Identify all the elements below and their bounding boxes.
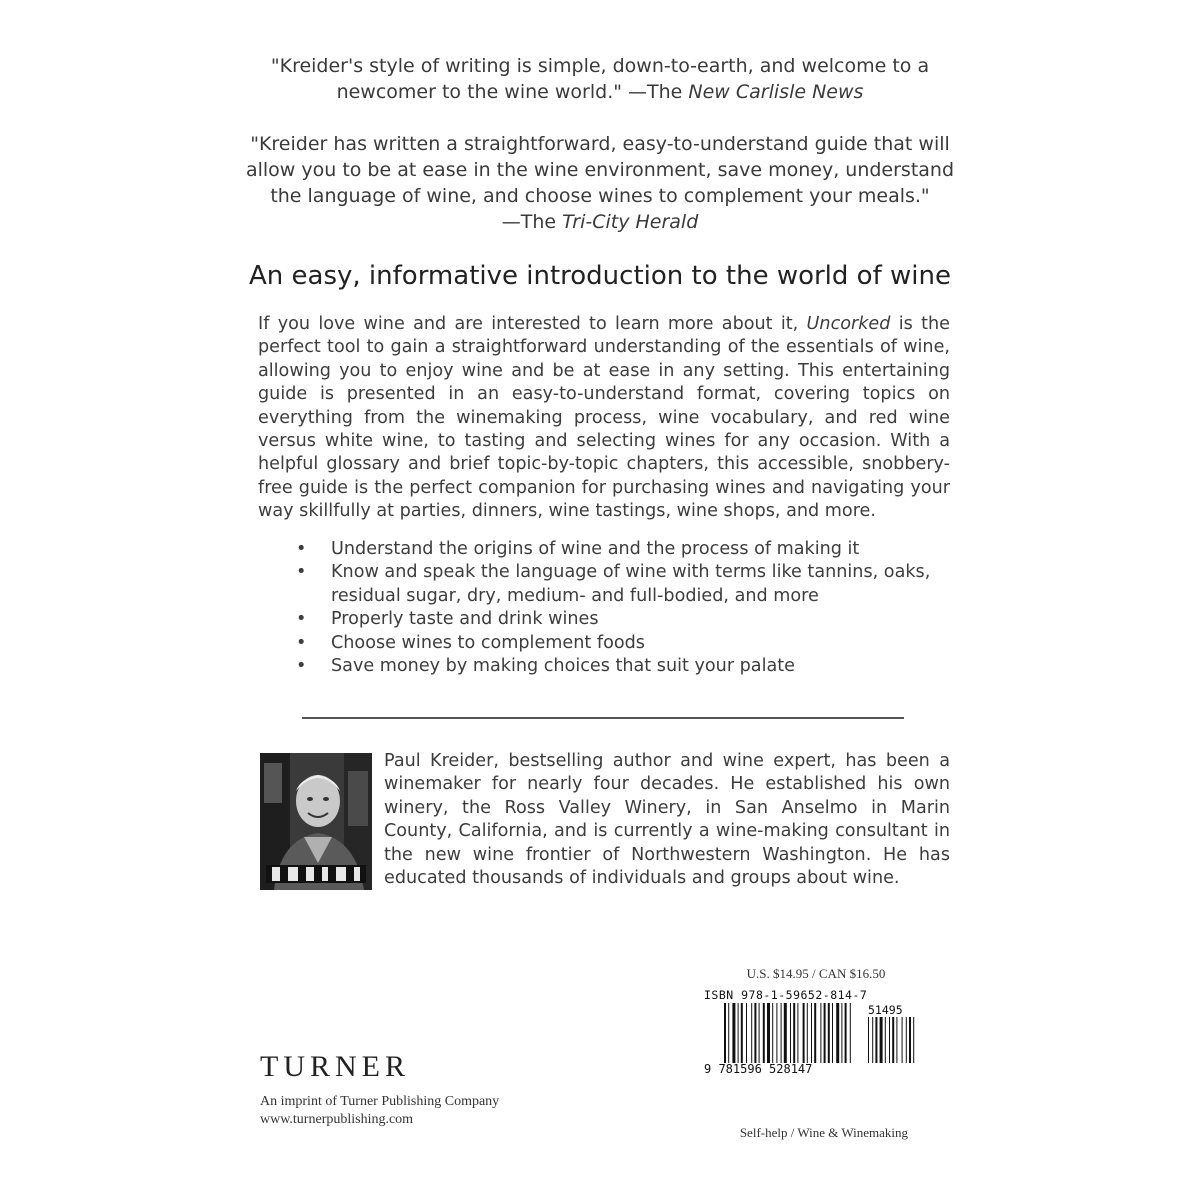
description-lead: If you love wine and are interested to learn more about it, <box>258 314 807 334</box>
review-quote-1-text: "Kreider's style of writing is simple, down-to-earth, and welcome to a newcomer to the wine world." —The <box>270 55 930 103</box>
description-rest: is the perfect tool to gain a straightforward understanding of the essentials of wine, allowing you to enjoy wine and be at ease in any setting. This entertaining guide is presented in an easy-to-understand format, covering topics on everything from the winemaking process, wine vocabulary, and red wine versus white wine, to tasting and selecting wines for any occasion. With a helpful glossary and brief topic-by-topic chapters, this accessible, snobbery-free guide is the perfect companion for purchasing wines and navigating your way skillfully at parties, dinners, wine tastings, wine shops, and more. <box>258 314 950 522</box>
barcode-bar <box>811 1003 812 1063</box>
barcode-bar <box>784 1003 787 1063</box>
barcode-bar <box>763 1003 765 1063</box>
feature-list <box>296 538 946 678</box>
imprint-line: An imprint of Turner Publishing Company <box>260 1094 500 1109</box>
barcode-bar <box>767 1003 770 1063</box>
book-description <box>258 313 950 524</box>
book-title: Uncorked <box>806 314 891 334</box>
barcode-bar <box>732 1003 735 1063</box>
price-barcode-bar <box>885 1017 886 1063</box>
author-bio: Paul Kreider, bestselling author and wine expert, has been a winemaker for nearly four decades. He established his own winery, the Ross Valley Winery, in San Anselmo in Marin County, California, and is currently a wine-making consultant in the new wine frontier of Northwestern Washington. He has educated thousands of individuals and groups about wine. <box>384 751 950 889</box>
list-item: • Choose wines to complement foods <box>296 632 946 655</box>
price-barcode-bar <box>913 1017 914 1063</box>
publisher-logo: TURNER <box>260 1050 410 1083</box>
barcode-bar <box>841 1003 842 1063</box>
price-barcode-bar <box>889 1017 890 1063</box>
list-item: • Save money by making choices that suit your palate <box>296 655 946 678</box>
barcode-bar <box>836 1003 839 1063</box>
isbn-label: ISBN 978-1-59652-814-7 <box>704 988 868 1002</box>
bullet-icon: • <box>296 632 307 653</box>
barcode-bar <box>776 1003 777 1063</box>
bullet-icon: • <box>296 562 307 583</box>
price-barcode-bar <box>909 1017 911 1063</box>
book-category: Self-help / Wine & Winemaking <box>739 1125 908 1140</box>
barcode-bar <box>746 1003 747 1063</box>
barcode-bar <box>820 1003 821 1063</box>
review-quote-2 <box>240 131 960 235</box>
author-photo <box>260 753 372 890</box>
review-quote-1-source: New Carlisle News <box>688 81 864 103</box>
barcode-bar <box>793 1003 795 1063</box>
barcode-bar <box>845 1003 847 1063</box>
price-label: U.S. $14.95 / CAN $16.50 <box>746 966 886 981</box>
list-item: • Properly taste and drink wines <box>296 608 946 631</box>
list-item: • Know and speak the language of wine with terms like tannins, oaks, residual sugar, dry, medium- and full-bodied, and more <box>296 562 931 606</box>
headline: An easy, informative introduction to the world of wine <box>249 261 951 291</box>
price-barcode-bar <box>872 1017 873 1063</box>
barcode-bar <box>807 1003 808 1063</box>
barcode-bar <box>728 1003 729 1063</box>
price-barcode-bar <box>875 1017 877 1063</box>
barcode-bar <box>751 1003 752 1063</box>
review-quote-2-text: "Kreider has written a straightforward, easy-to-understand guide that will allow you to be at ease in the wine environment, save money, understand the language of wine, and choose wines to complement your meals." <box>245 133 955 207</box>
price-barcode-bar <box>906 1017 907 1063</box>
publisher-website: www.turnerpublishing.com <box>260 1112 414 1127</box>
review-quote-1 <box>240 53 960 105</box>
barcode-bar <box>724 1003 726 1063</box>
barcode-bar <box>797 1003 798 1063</box>
barcode-bar <box>781 1003 782 1063</box>
barcode-bar <box>759 1003 760 1063</box>
price-barcode-bar <box>880 1017 883 1063</box>
price-barcode-bar <box>902 1017 903 1063</box>
price-barcode-bar <box>868 1017 869 1063</box>
barcode-bar <box>832 1003 833 1063</box>
bullet-icon: • <box>296 609 307 630</box>
ean-digits: 9 781596 528147 <box>704 1062 813 1076</box>
barcode-bar <box>828 1003 830 1063</box>
barcode-bar <box>824 1003 826 1063</box>
barcode-bar <box>741 1003 743 1063</box>
list-item: • Understand the origins of wine and the process of making it <box>296 538 946 561</box>
author-portrait-image <box>260 753 372 890</box>
section-divider <box>302 717 904 719</box>
bullet-icon: • <box>296 539 307 559</box>
barcode-bar <box>850 1003 851 1063</box>
barcode-bar <box>790 1003 791 1063</box>
barcode-bar <box>754 1003 756 1063</box>
review-quote-2-source: Tri-City Herald <box>562 211 699 233</box>
barcode-bar <box>814 1003 816 1063</box>
bullet-icon: • <box>296 656 307 677</box>
price-barcode-bar <box>892 1017 894 1063</box>
publisher-imprint <box>260 1093 499 1129</box>
barcode-bar <box>803 1003 805 1063</box>
price-barcode-digits: 51495 <box>868 1003 903 1017</box>
barcode-bar <box>772 1003 773 1063</box>
review-quote-2-attribution: —The <box>501 211 563 233</box>
barcode-bar <box>738 1003 739 1063</box>
price-barcode-bar <box>896 1017 897 1063</box>
